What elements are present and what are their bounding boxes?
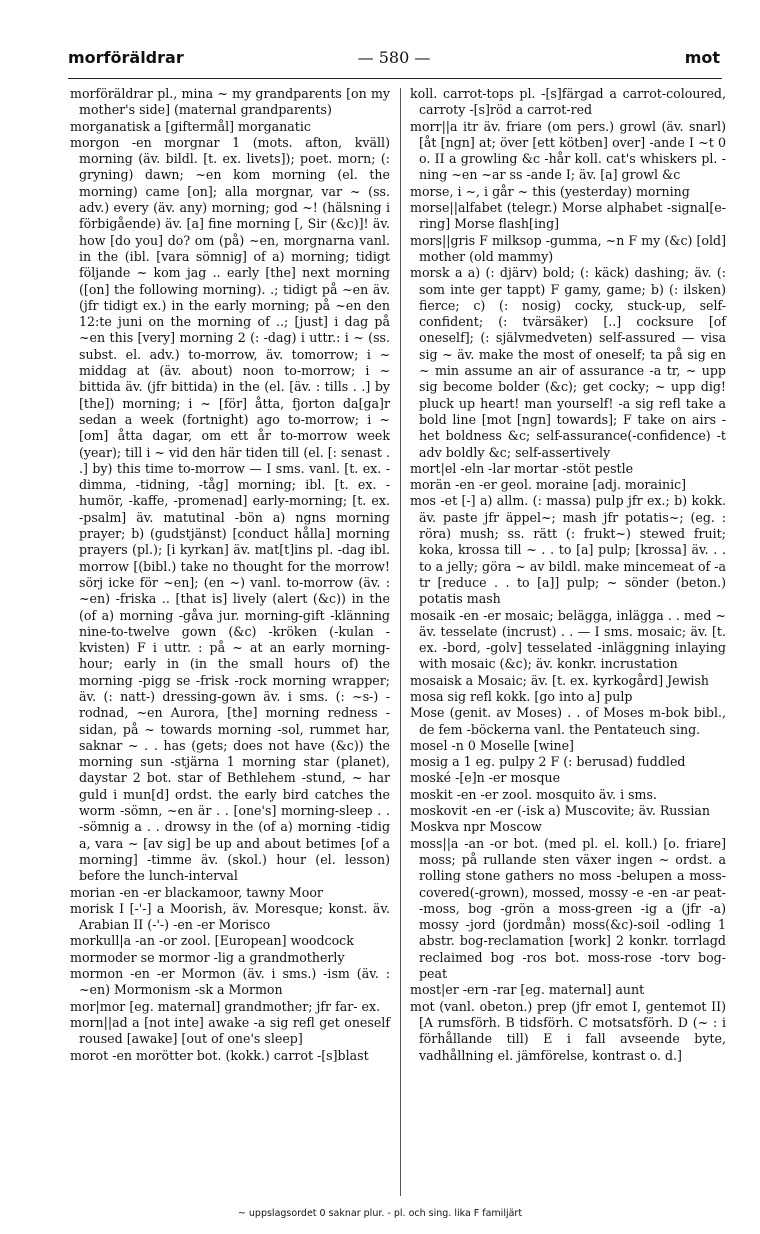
entry: morgon -en morgnar 1 (mots. afton, kväll) morning (äv. bildl. [t. ex. livets]); poet. morn; (: gryning) dawn; ~en kom morning (el. the morning) came [on]; alla morgnar, var ~ (ss. adv.) every (äv. any) morning; god ~! (hälsning i förbigående) äv. [a] fine morning [, Sir (&c)]! äv. how [do you] do? om (på) ~en, morgnarna vanl. in the (ibl. [vara sömnig] of a) morning; tidigt följande ~ kom jag .. early [the] next morning ([on] the following morning). .; tidigt på ~en äv. (jfr tidigt ex.) in the early morning; på ~en den 12:te juni on the morning of ..; [just] i dag på ~en this [very] morning 2 (: -dag) i uttr.: i ~ (ss. subst. el. adv.) to-morrow, äv. tomorrow; i ~ middag at (äv. about) noon to-morrow; i ~ bittida äv. (jfr bittida) in the (el. [äv. : tills . .] by [the]) morning; i ~ [för] åtta, fjorton da[ga]r sedan a week (fortnight) ago to-morrow; i ~ [om] åtta dagar, om ett år to-morrow week (year); till i ~ vid den här tiden till (el. [: senast . .] by) this time to-morrow — I sms. vanl. [t. ex. -dimma, -tidning, -tåg] morning; ibl. [t. ex. -humör, -kaffe, -promenad] early-morning; [t. ex. -psalm] äv. matutinal -bön a) ngns morning prayer; b) (gudstjänst) [conduct hålla] morning prayers (pl.); [i kyrkan] äv. mat[t]ins pl. -dag ibl. morrow [(bibl.) take no thought for the morrow! sörj icke för ~en]; (en ~) vanl. to-morrow (äv. : ~en) -friska .. [that is] lively (alert (&c)) in the (of a) morning -gåva jur. morning-gift -klänning nine-to-twelve gown (&c) -kröken (-kulan -kvisten) F i uttr. : på ~ at an early morning-hour; early in (in the small hours of) the morning -pigg se -frisk -rock morning wrapper; äv. (: natt-) dressing-gown äv. i sms. (: ~s-) -rodnad, ~en Aurora, [the] morning redness -sidan, på ~ towards morning -sol, rummet har, saknar ~ . . has (gets; does not have (&c)) the morning sun -stjärna 1 morning star (planet), daystar 2 bot. star of Bethlehem -stund, ~ har guld i mun[d] ordst. the early bird catches the worm -sömn, ~en är . . [one's] morning-sleep . . -sömnig a . . drowsy in the (of a) morning -tidig a, vara ~ [av sig] be up and about betimes [of a morning] -timme äv. (skol.) hour (el. lesson) before the lunch-interval <box>70 134 390 884</box>
entry: morn||ad a [not inte] awake -a sig refl get oneself roused [awake] [out of one's sleep] <box>70 1014 390 1047</box>
entry: morr||a itr äv. friare (om pers.) growl (äv. snarl) [åt [ngn] at; över [ett kötben] over] -ande I ~t 0 o. II a growling &c -hår koll. cat's whiskers pl. -ning ~en ~ar ss -ande I; äv. [a] growl &c <box>410 118 726 183</box>
entry: mor|mor [eg. maternal] grandmother; jfr far- ex. <box>70 998 381 1014</box>
entry: mormon -en -er Mormon (äv. i sms.) -ism (äv. : ~en) Mormonism -sk a Mormon <box>70 966 390 998</box>
column-divider <box>400 88 401 1196</box>
entry: mosaik -en -er mosaic; belägga, inlägga . . med ~ äv. tesselate (incrust) . . — I sms. mosaic; äv. [t. ex. -bord, -golv] tesselated -inläggning inlaying with mosaic (&c); äv. konkr. incrustation <box>410 607 726 672</box>
entry: moskit -en -er zool. mosquito äv. i sms. <box>410 786 657 802</box>
entry: most|er -ern -rar [eg. maternal] aunt <box>410 982 645 998</box>
entry: mosel -n 0 Moselle [wine] <box>410 737 574 753</box>
entry: mot (vanl. obeton.) prep (jfr emot I, gentemot II) [A rumsförh. B tidsförh. C motsatsförh. D (~ : i förhållande till) E i fall avseende byte, vadhållning el. jämförelse, kontrast o. d.] <box>410 998 726 1063</box>
entry: mormoder se mormor -lig a grandmotherly <box>70 949 345 965</box>
page-number: — 580 — <box>357 48 431 67</box>
entry: moss||a -an -or bot. (med pl. el. koll.) [o. friare] moss; på rullande sten växer ingen ~ ordst. a rolling stone gathers no moss -belupen a moss-covered(-grown), mossed, mossy -e -en -ar peat--moss, bog -grön a moss-green -ig a (jfr -a) mossy -jord (jordmån) moss(&c)-soil -odling 1 abstr. bog-reclamation [work] 2 konkr. torrlagd reclaimed bog -ros bot. moss-rose -torv bog-peat <box>410 835 726 982</box>
entry: Mose (genit. av Moses) . . of Moses m-bok bibl., de fem -böckerna vanl. the Pentateuch sing. <box>410 705 726 737</box>
entry: mosa sig refl kokk. [go into a] pulp <box>410 688 633 704</box>
entry: morot -en morötter bot. (kokk.) carrot -[s]blast <box>70 1047 369 1063</box>
entry: morian -en -er blackamoor, tawny Moor <box>70 884 323 900</box>
entry: morföräldrar pl., mina ~ my grandparents [on my mother's side] (maternal grandparents) <box>70 86 390 118</box>
page-header <box>68 48 720 74</box>
left-column <box>70 86 390 1064</box>
entry: morkull|a -an -or zool. [European] woodcock <box>70 933 354 949</box>
entry: mosig a 1 eg. pulpy 2 F (: berusad) fuddled <box>410 754 686 770</box>
entry: morsk a a) (: djärv) bold; (: käck) dashing; äv. (: som inte ger tappt) F gamy, game; b) (: ilsken) fierce; c) (: nosig) cocky, stuck-up, self-confident; (: tvärsäker) [..] cocksure [of oneself]; (: självmedveten) self-assured — visa sig ~ äv. make the most of oneself; ta på sig en ~ min assume an air of assurance -a tr, ~ upp sig become bolder (&c); get cocky; ~ upp dig! pluck up heart! man yourself! -a sig refl take a bold line [mot [ngn] towards]; F take on airs -het boldness &c; self-assurance(-confidence) -t adv boldly &c; self-assertively <box>410 265 726 460</box>
header-rule <box>68 78 722 79</box>
entry: morän -en -er geol. moraine [adj. morainic] <box>410 477 687 493</box>
entry: mort|el -eln -lar mortar -stöt pestle <box>410 460 634 476</box>
entry: morganatisk a [giftermål] morganatic <box>70 118 311 134</box>
entry: koll. carrot-tops pl. -[s]färgad a carrot-coloured, carroty -[s]röd a carrot-red <box>410 86 726 118</box>
entry: mors||gris F milksop -gumma, ~n F my (&c) [old] mother (old mammy) <box>410 232 726 264</box>
footer-legend: ~ uppslagsordet 0 saknar plur. - pl. och sing. lika F familjärt <box>237 1208 523 1219</box>
entry: mos -et [-] a) allm. (: massa) pulp jfr ex.; b) kokk. äv. paste jfr äppel~; mash jfr potatis~; (eg. : röra) mush; ss. rätt (: frukt~) stewed fruit; koka, krossa till ~ . . to [a] pulp; [krossa] äv. . . to a jelly; göra ~ av bildl. make mincemeat of -a tr [reduce . . to [a]] pulp; ~ sönder (beton.) potatis mash <box>410 493 726 607</box>
entry: morse, i ~, i går ~ this (yesterday) morning <box>410 183 690 199</box>
entry: Moskva npr Moscow <box>410 819 542 835</box>
entry: moské -[e]n -er mosque <box>410 770 561 786</box>
right-column <box>410 86 726 1064</box>
entry: moskovit -en -er (-isk a) Muscovite; äv. Russian <box>410 803 710 819</box>
header-left-guide-word: morföräldrar <box>68 48 184 67</box>
header-right-guide-word: mot <box>684 48 720 67</box>
entry: mosaisk a Mosaic; äv. [t. ex. kyrkogård] Jewish <box>410 672 710 688</box>
entry: morse||alfabet (telegr.) Morse alphabet -signal[e-ring] Morse flash[ing] <box>410 200 726 232</box>
entry: morisk I [-'-] a Moorish, äv. Moresque; konst. äv. Arabian II (-'-) -en -er Morisco <box>70 900 390 933</box>
